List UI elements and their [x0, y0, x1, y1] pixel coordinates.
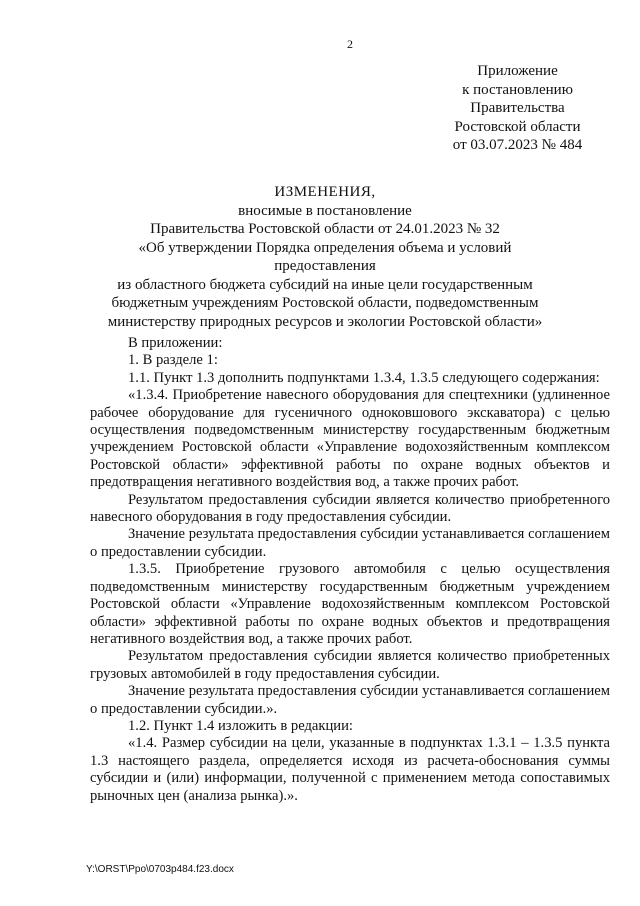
appendix-line: от 03.07.2023 № 484 [452, 137, 583, 153]
appendix-line: Правительства [470, 100, 565, 116]
document-heading [95, 183, 555, 331]
paragraph: «1.3.4. Приобретение навесного оборудования для спецтехники (удлиненное рабочее оборудование для гусеничного одноковшового экскаватора) с целью осуществления подведомственным министерству государственным бюджетным учреждением Ростовской области «Управление водохозяйственным комплексом Ростовской области» эффективной работы по охране водных объектов и предотвращения негативного воздействия вод, а также прочих работ. [90, 387, 610, 491]
paragraph: 1.2. Пункт 1.4 изложить в редакции: [128, 717, 353, 734]
file-path-footer: Y:\ORST\Ppo\0703p484.f23.docx [86, 864, 234, 875]
heading-line: министерству природных ресурсов и экологии Ростовской области» [107, 313, 543, 330]
paragraph: 1.1. Пункт 1.3 дополнить подпунктами 1.3.4, 1.3.5 следующего содержания: [128, 369, 600, 386]
heading-title: ИЗМЕНЕНИЯ, [274, 184, 376, 200]
appendix-line: к постановлению [462, 81, 573, 98]
paragraph: «1.4. Размер субсидии на цели, указанные в подпунктах 1.3.1 – 1.3.5 пункта 1.3 настоящего раздела, определяется исходя из расчета-обоснования суммы субсидии и (или) информации, полученной с применением метода сопоставимых рыночных цен (анализа рынка).». [90, 735, 610, 804]
appendix-block [440, 62, 595, 155]
paragraph: Результатом предоставления субсидии является количество приобретенных грузовых автомобилей в году предоставления субсидии. [90, 648, 610, 682]
appendix-line: Ростовской области [454, 118, 581, 135]
heading-line: из областного бюджета субсидий на иные цели государственным [117, 276, 533, 293]
page-number: 2 [347, 37, 353, 51]
heading-line: бюджетным учреждениям Ростовской области, подведомственным [111, 295, 539, 311]
heading-line: вносимые в постановление [238, 202, 412, 219]
heading-line: Правительства Ростовской области от 24.01.2023 № 32 [150, 221, 500, 237]
paragraph: 1. В разделе 1: [128, 352, 218, 369]
paragraph: 1.3.5. Приобретение грузового автомобиля с целью осуществления подведомственным министерству государственным бюджетным учреждением Ростовской области «Управление водохозяйственным комплексом Ростовской области» эффективной работы по охране водных объектов и предотвращения негативного воздействия вод, а также прочих работ. [90, 561, 610, 647]
paragraph: Значение результата предоставления субсидии устанавливается соглашением о предоставлении субсидии.». [90, 683, 610, 717]
heading-line: «Об утверждении Порядка определения объема и условий предоставления [138, 239, 512, 274]
appendix-line: Приложение [477, 63, 558, 79]
paragraph: В приложении: [128, 335, 223, 351]
document-body [90, 335, 610, 805]
paragraph: Результатом предоставления субсидии является количество приобретенного навесного оборудования в году предоставления субсидии. [90, 491, 610, 526]
paragraph: Значение результата предоставления субсидии устанавливается соглашением о предоставлении субсидии. [90, 526, 610, 560]
